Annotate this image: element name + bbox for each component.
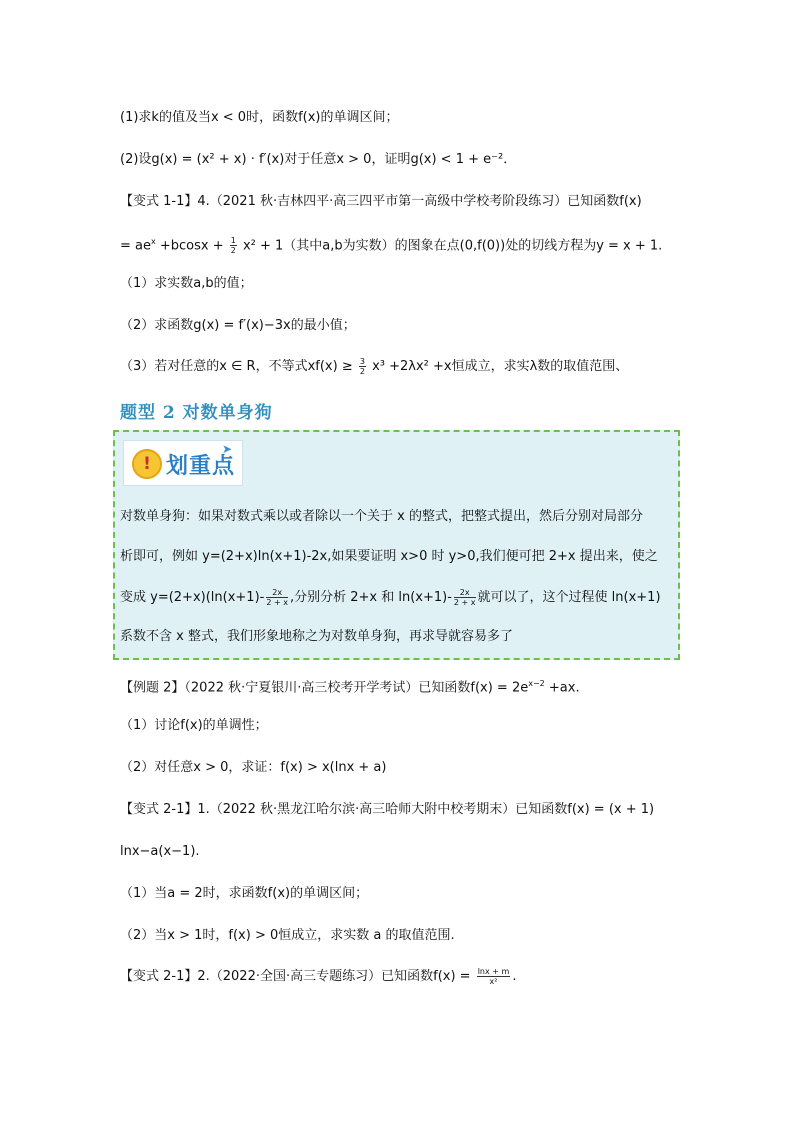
text-line-13: lnx−a(x−1). bbox=[120, 844, 200, 859]
box-line-2: 析即可，例如 y=(2+x)ln(x+1)-2x,如果要证明 x>0 时 y>0,我们便可把 2+x 提出来，使之 bbox=[120, 549, 658, 564]
fraction-lnx bbox=[477, 967, 511, 986]
paper-plane-icon: ➤ bbox=[222, 442, 233, 456]
fraction-half-num: 1 bbox=[230, 236, 236, 246]
box-line-1: 对数单身狗：如果对数式乘以或者除以一个关于 x 的整式，把整式提出，然后分别对局部分 bbox=[120, 509, 643, 524]
text-line-15: （2）当x > 1时，f(x) > 0恒成立，求实数 a 的取值范围. bbox=[120, 928, 455, 943]
box-line-3-b: ,分别分析 2+x 和 ln(x+1)- bbox=[289, 590, 452, 605]
fraction-lnx-num: lnx + m bbox=[477, 967, 510, 976]
box-line-3-c: 就可以了，这个过程使 ln(x+1) bbox=[477, 590, 661, 605]
fraction-2x-a bbox=[266, 588, 288, 607]
text-line-4 bbox=[120, 233, 662, 255]
text-line-7 bbox=[120, 357, 628, 376]
key-point-badge bbox=[123, 440, 243, 486]
l16-part-b: . bbox=[512, 969, 517, 984]
box-line-4: 系数不含 x 整式，我们形象地称之为对数单身狗，再求导就容易多了 bbox=[120, 629, 513, 644]
fraction-half-den: 2 bbox=[230, 246, 236, 256]
l9-part-b: +ax. bbox=[544, 680, 580, 696]
fraction-lnx-den: x² bbox=[489, 977, 498, 986]
l9-sup: x−2 bbox=[528, 679, 545, 688]
fraction-2x-b bbox=[454, 588, 476, 607]
box-line-3 bbox=[120, 588, 661, 607]
text-line-16 bbox=[120, 967, 516, 986]
text-line-6: （2）求函数g(x) = f′(x)−3x的最小值； bbox=[120, 318, 356, 333]
lightbulb-icon: ! bbox=[132, 449, 162, 479]
text-line-2: (2)设g(x) = (x² + x) · f′(x)对于任意x > 0，证明g(x) < 1 + e⁻²． bbox=[120, 152, 517, 167]
text-line-3: 【变式 1-1】4.（2021 秋·吉林四平·高三四平市第一高级中学校考阶段练习）已知函数f(x) bbox=[120, 194, 642, 209]
l4-part-d: x² + 1（其中a,b为实数）的图象在点(0,f(0))处的切线方程为y = x + 1. bbox=[238, 238, 663, 254]
fraction-three-half-den: 2 bbox=[359, 367, 365, 376]
fraction-three-half-num: 3 bbox=[359, 357, 365, 366]
text-line-5: （1）求实数a,b的值； bbox=[120, 276, 253, 291]
l7-part-a: （3）若对任意的x ∈ R，不等式xf(x) ≥ bbox=[120, 359, 357, 374]
fraction-2x-a-num: 2x bbox=[266, 588, 288, 598]
l7-part-b: x³ +2λx² +x恒成立，求实λ数的取值范围、 bbox=[367, 359, 629, 374]
text-line-11: （2）对任意x > 0，求证：f(x) > x(lnx + a) bbox=[120, 760, 387, 775]
l4-sup: x bbox=[151, 237, 156, 246]
key-point-box bbox=[113, 430, 680, 660]
l16-part-a: 【变式 2-1】2.（2022·全国·高三专题练习）已知函数f(x) = bbox=[120, 969, 475, 984]
text-line-9 bbox=[120, 675, 580, 697]
section-heading: 题型 2 对数单身狗 bbox=[120, 403, 273, 423]
text-line-1: (1)求k的值及当x < 0时，函数f(x)的单调区间； bbox=[120, 110, 399, 125]
l9-part-a: 【例题 2】（2022 秋·宁夏银川·高三校考开学考试）已知函数f(x) = 2e bbox=[120, 680, 529, 696]
text-line-14: （1）当a = 2时，求函数f(x)的单调区间； bbox=[120, 886, 369, 901]
text-line-12: 【变式 2-1】1.（2022 秋·黑龙江哈尔滨·高三哈师大附中校考期末）已知函数f(x) = (x + 1) bbox=[120, 802, 655, 817]
fraction-three-half bbox=[359, 357, 366, 376]
fraction-2x-b-den: 2 + x bbox=[453, 598, 476, 607]
fraction-2x-a-den: 2 + x bbox=[266, 598, 288, 607]
fraction-half bbox=[230, 236, 237, 255]
box-line-3-a: 变成 y=(2+x)(ln(x+1)- bbox=[120, 590, 265, 605]
l4-part-c: +bcosx + bbox=[155, 238, 228, 254]
l4-part-a: = ae bbox=[120, 238, 151, 254]
fraction-2x-b-num: 2x bbox=[454, 588, 476, 598]
badge-title: 划重点 bbox=[166, 454, 236, 479]
text-line-10: （1）讨论f(x)的单调性； bbox=[120, 718, 268, 733]
